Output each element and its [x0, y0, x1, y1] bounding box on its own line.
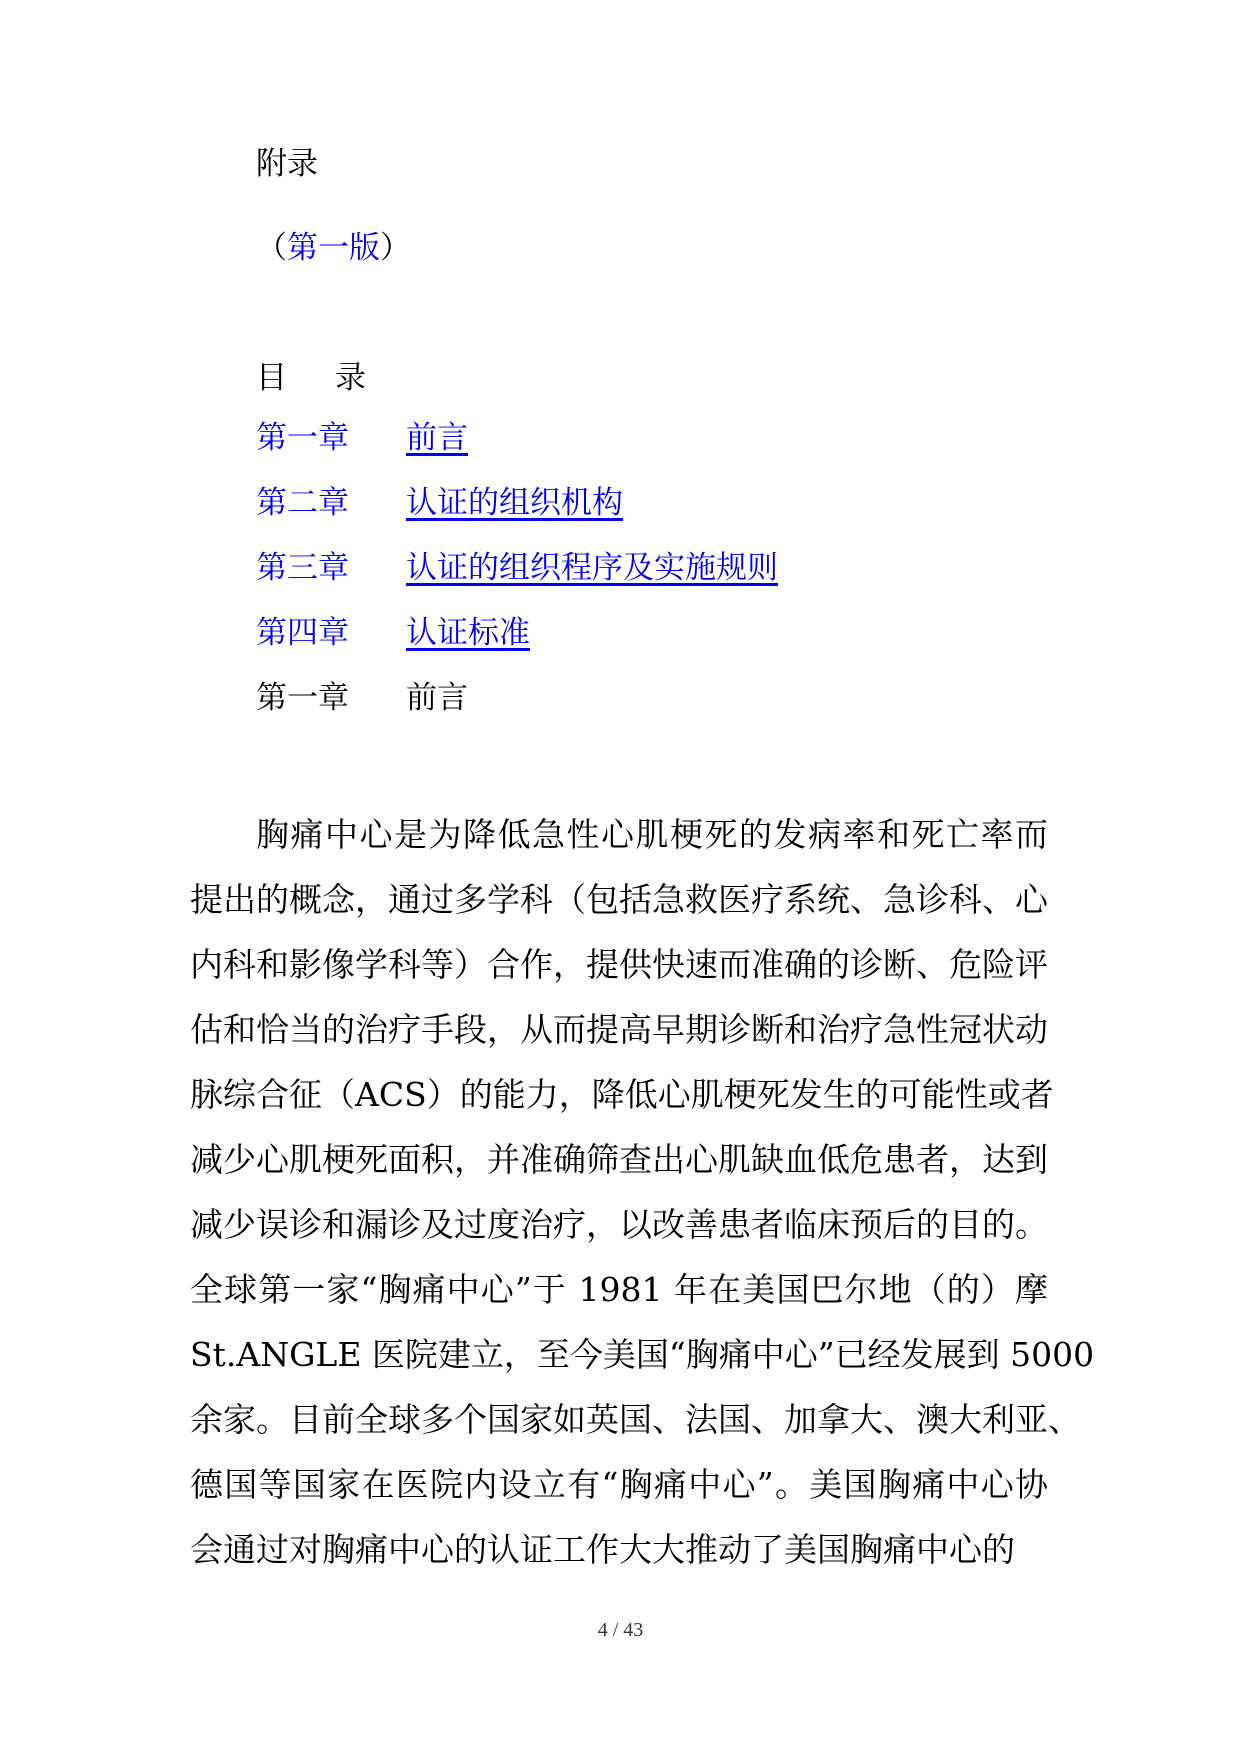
- body-line: 提出的概念，通过多学科（包括急救医疗系统、急诊科、心: [190, 880, 1048, 919]
- body-line: 会通过对胸痛中心的认证工作大大推动了美国胸痛中心的: [190, 1530, 1015, 1569]
- toc-chapter-title: 认证的组织程序及实施规则: [406, 550, 778, 586]
- body-line: 脉综合征（ACS）的能力，降低心肌梗死发生的可能性或者: [190, 1075, 1054, 1114]
- body-line: St.ANGLE 医院建立，至今美国“胸痛中心”已经发展到 5000: [190, 1335, 1095, 1374]
- toc-chapter-number: 第一章: [256, 420, 349, 456]
- toc-chapter-number: 第四章: [256, 615, 349, 651]
- body-line: 减少误诊和漏诊及过度治疗，以改善患者临床预后的目的。: [190, 1205, 1048, 1244]
- toc-link-chapter-4[interactable]: [256, 613, 530, 653]
- chapter-number: 第一章: [256, 680, 349, 716]
- chapter-heading: [256, 678, 468, 718]
- body-line: 德国等国家在医院内设立有“胸痛中心”。美国胸痛中心协: [190, 1465, 1048, 1504]
- toc-link-chapter-3[interactable]: [256, 548, 778, 588]
- edition-open-paren: （: [256, 230, 287, 266]
- body-line: 减少心肌梗死面积，并准确筛查出心肌缺血低危患者，达到: [190, 1140, 1048, 1179]
- toc-link-chapter-2[interactable]: [256, 483, 623, 523]
- body-line: 全球第一家“胸痛中心”于 1981 年在美国巴尔地（的）摩: [190, 1270, 1048, 1309]
- body-line: 估和恰当的治疗手段，从而提高早期诊断和治疗急性冠状动: [190, 1010, 1048, 1049]
- appendix-title: 附录: [256, 146, 318, 182]
- toc-title-part2: 录: [335, 360, 366, 396]
- toc-chapter-title: 认证标准: [406, 615, 530, 651]
- chapter-title: 前言: [406, 680, 468, 716]
- edition-label: 第一版: [287, 230, 380, 266]
- toc-chapter-number: 第二章: [256, 485, 349, 521]
- toc-title-part1: 目: [256, 360, 287, 396]
- edition-line: [256, 228, 411, 268]
- toc-chapter-number: 第三章: [256, 550, 349, 586]
- edition-close-paren: ）: [380, 230, 411, 266]
- body-paragraph: [190, 802, 1095, 1582]
- toc-chapter-title: 认证的组织机构: [406, 485, 623, 521]
- body-line: 内科和影像学科等）合作，提供快速而准确的诊断、危险评: [190, 945, 1048, 984]
- toc-chapter-title: 前言: [406, 420, 468, 456]
- body-line: 胸痛中心是为降低急性心肌梗死的发病率和死亡率而: [256, 815, 1048, 854]
- body-line: 余家。目前全球多个国家如英国、法国、加拿大、澳大利亚、: [190, 1400, 1081, 1439]
- toc-link-chapter-1[interactable]: [256, 418, 468, 458]
- toc-title: [256, 358, 366, 398]
- page-number: 4 / 43: [597, 1619, 644, 1641]
